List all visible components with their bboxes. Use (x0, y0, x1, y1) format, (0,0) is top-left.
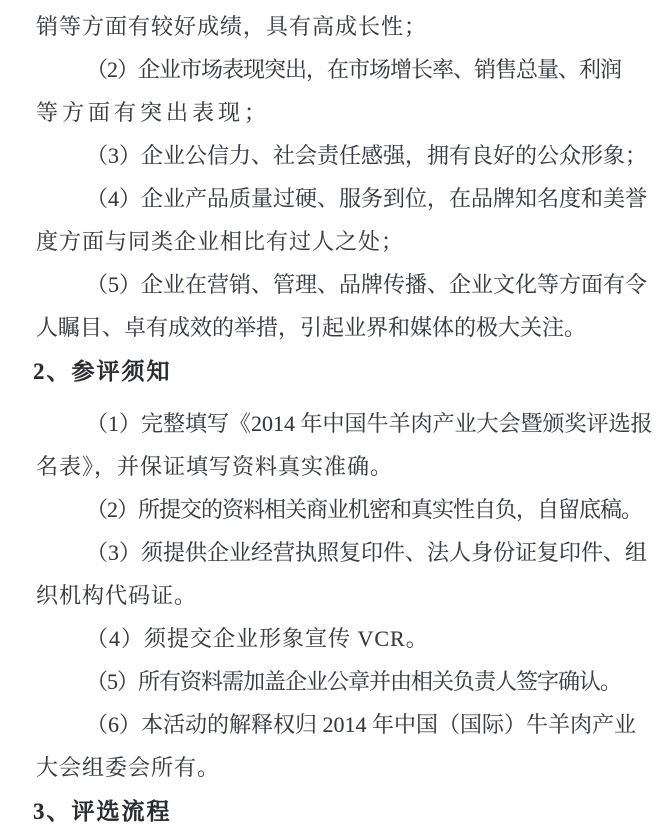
body-line: （2）企业市场表现突出，在市场增长率、销售总量、利润 (86, 57, 622, 82)
body-line: 名表》，并保证填写资料真实准确。 (36, 454, 394, 479)
body-line: 销等方面有较好成绩，具有高成长性； (36, 14, 428, 39)
body-line: （4）企业产品质量过硬、服务到位，在品牌知名度和美誉 (86, 186, 648, 211)
body-line: 大会组委会所有。 (36, 755, 221, 780)
body-line: 织机构代码证。 (36, 583, 198, 608)
body-line: 度方面与同类企业相比有过人之处； (36, 229, 405, 254)
body-line: （3）须提供企业经营执照复印件、法人身份证复印件、组 (86, 540, 648, 565)
body-line: （5）企业在营销、管理、品牌传播、企业文化等方面有令 (86, 272, 648, 297)
body-line: （3）企业公信力、社会责任感强，拥有良好的公众形象； (86, 143, 648, 168)
section-heading-2: 2、参评须知 (33, 359, 172, 384)
body-line: 人瞩目、卓有成效的举措，引起业界和媒体的极大关注。 (36, 315, 587, 340)
body-line: （5）所有资料需加盖企业公章并由相关负责人签字确认。 (86, 669, 622, 694)
body-line: （4）须提交企业形象宣传 VCR。 (86, 626, 429, 651)
body-line: （2）所提交的资料相关商业机密和真实性自负，自留底稿。 (86, 497, 643, 522)
body-line: （1）完整填写《2014 年中国牛羊肉产业大会暨颁奖评选报 (86, 411, 653, 436)
body-line: 等方面有突出表现； (36, 100, 271, 125)
body-line: （6）本活动的解释权归 2014 年中国（国际）牛羊肉产业 (86, 712, 637, 737)
section-heading-3: 3、评选流程 (33, 799, 172, 824)
